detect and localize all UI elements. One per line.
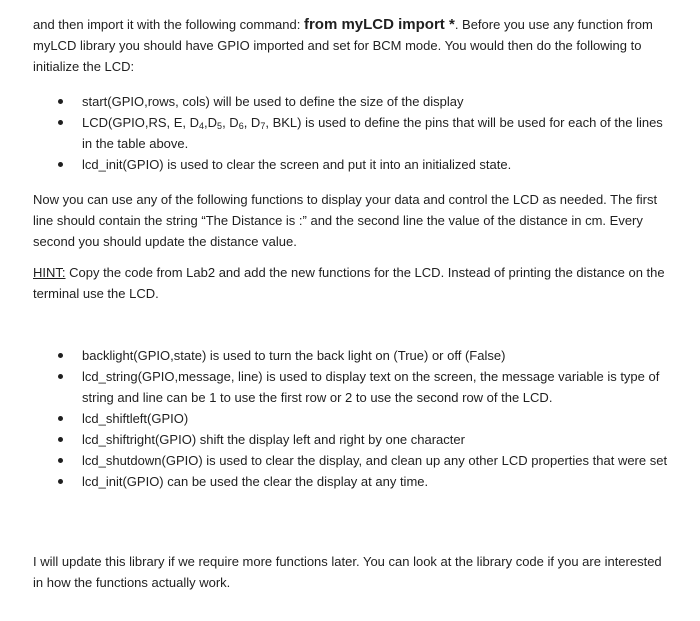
intro-before-command: and then import it with the following command: — [33, 17, 304, 32]
list-item: lcd_init(GPIO) is used to clear the screen and put it into an initialized state. — [33, 154, 673, 175]
list-item: lcd_shiftright(GPIO) shift the display left and right by one character — [33, 429, 673, 450]
hint-paragraph — [33, 262, 673, 304]
list-item: lcd_string(GPIO,message, line) is used to display text on the screen, the message variable is type of string and line can be 1 to use the first row or 2 to use the second row of the LCD. — [33, 366, 673, 408]
instructions-paragraph: Now you can use any of the following functions to display your data and control the LCD as needed. The first line should contain the string “The Distance is :” and the second line the value of the distance in cm. Every second you should update the distance value. — [33, 192, 658, 249]
intro-after-command: . Before you use any function from myLCD library you should have GPIO imported and set for BCM mode. You would then do the following to initialize the LCD: — [33, 17, 653, 74]
list-item: lcd_init(GPIO) can be used the clear the display at any time. — [33, 471, 673, 492]
import-command: from myLCD import * — [303, 16, 455, 33]
list-item: start(GPIO,rows, cols) will be used to define the size of the display — [33, 91, 673, 112]
list-item: backlight(GPIO,state) is used to turn the back light on (True) or off (False) — [33, 345, 673, 366]
init-function-list — [33, 91, 673, 175]
list-item: LCD(GPIO,RS, E, $D_4,D_5$, $D_6$, $D_7$, BKL) is used to define the pins that will be used for each of the lines in the table above. — [33, 112, 673, 154]
closing-paragraph: I will update this library if we require more functions later. You can look at the library code if you are interested in how the functions actually work. — [33, 554, 662, 590]
intro-paragraph — [33, 14, 673, 77]
list-item: lcd_shiftleft(GPIO) — [33, 408, 673, 429]
hint-text: Copy the code from Lab2 and add the new functions for the LCD. Instead of printing the distance on the terminal use the LCD. — [33, 265, 665, 301]
hint-label: HINT: — [33, 265, 66, 280]
lcd-function-list — [33, 345, 673, 492]
list-item: lcd_shutdown(GPIO) is used to clear the display, and clean up any other LCD properties that were set — [33, 450, 673, 471]
